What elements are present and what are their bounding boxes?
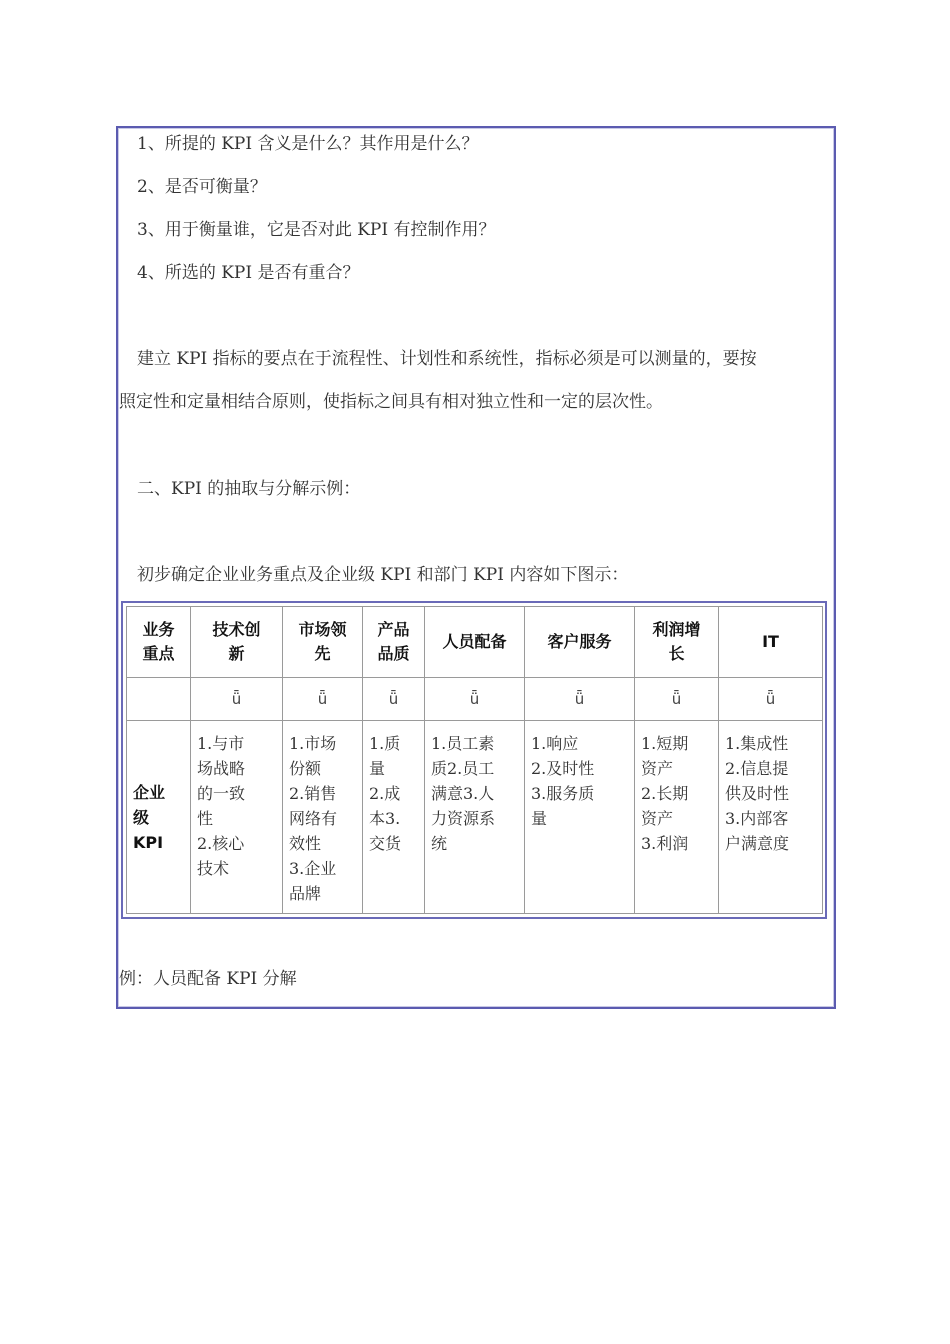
kpi-cell-customer-service: 1.响应 2.及时性 3.服务质 量 bbox=[525, 721, 635, 914]
header-cell-product-quality: 产品 品质 bbox=[363, 607, 425, 678]
table-kpi-row bbox=[127, 721, 823, 914]
kpi-table bbox=[126, 606, 823, 914]
paragraph-line-2: 照定性和定量相结合原则，使指标之间具有相对独立性和一定的层次性。 bbox=[119, 392, 663, 412]
header-cell-profit-growth: 利润增 长 bbox=[635, 607, 719, 678]
header-cell-tech-innovation: 技术创 新 bbox=[191, 607, 283, 678]
down-arrow-icon: ǖ bbox=[525, 678, 635, 721]
kpi-cell-staffing: 1.员工素 质2.员工 满意3.人 力资源系 统 bbox=[425, 721, 525, 914]
question-1: 1、所提的 KPI 含义是什么？其作用是什么？ bbox=[137, 134, 479, 154]
kpi-cell-it: 1.集成性 2.信息提 供及时性 3.内部客 户满意度 bbox=[719, 721, 823, 914]
down-arrow-icon: ǖ bbox=[425, 678, 525, 721]
table-intro: 初步确定企业业务重点及企业级 KPI 和部门 KPI 内容如下图示： bbox=[137, 565, 629, 585]
example-caption: 例：人员配备 KPI 分解 bbox=[119, 969, 297, 989]
down-arrow-icon: ǖ bbox=[719, 678, 823, 721]
kpi-cell-product-quality: 1.质 量 2.成 本3. 交货 bbox=[363, 721, 425, 914]
down-arrow-icon: ǖ bbox=[283, 678, 363, 721]
section-heading: 二、KPI 的抽取与分解示例： bbox=[137, 479, 361, 499]
arrow-cell-empty bbox=[127, 678, 191, 721]
down-arrow-icon: ǖ bbox=[191, 678, 283, 721]
down-arrow-icon: ǖ bbox=[363, 678, 425, 721]
table-header-row bbox=[127, 607, 823, 678]
row-label-enterprise-kpi: 企业 级 KPI bbox=[127, 721, 191, 914]
question-4: 4、所选的 KPI 是否有重合？ bbox=[137, 263, 360, 283]
paragraph-line-1: 建立 KPI 指标的要点在于流程性、计划性和系统性，指标必须是可以测量的，要按 bbox=[137, 349, 757, 369]
down-arrow-icon: ǖ bbox=[635, 678, 719, 721]
kpi-cell-market-leadership: 1.市场 份额 2.销售 网络有 效性 3.企业 品牌 bbox=[283, 721, 363, 914]
question-2: 2、是否可衡量？ bbox=[137, 177, 267, 197]
kpi-table-image bbox=[121, 601, 827, 919]
header-cell-market-leadership: 市场领 先 bbox=[283, 607, 363, 678]
kpi-cell-tech-innovation: 1.与市 场战略 的一致 性 2.核心 技术 bbox=[191, 721, 283, 914]
header-cell-it: IT bbox=[719, 607, 823, 678]
header-cell-business-focus: 业务 重点 bbox=[127, 607, 191, 678]
header-cell-customer-service: 客户服务 bbox=[525, 607, 635, 678]
question-3: 3、用于衡量谁，它是否对此 KPI 有控制作用？ bbox=[137, 220, 496, 240]
table-arrow-row bbox=[127, 678, 823, 721]
header-cell-staffing: 人员配备 bbox=[425, 607, 525, 678]
kpi-cell-profit-growth: 1.短期 资产 2.长期 资产 3.利润 bbox=[635, 721, 719, 914]
